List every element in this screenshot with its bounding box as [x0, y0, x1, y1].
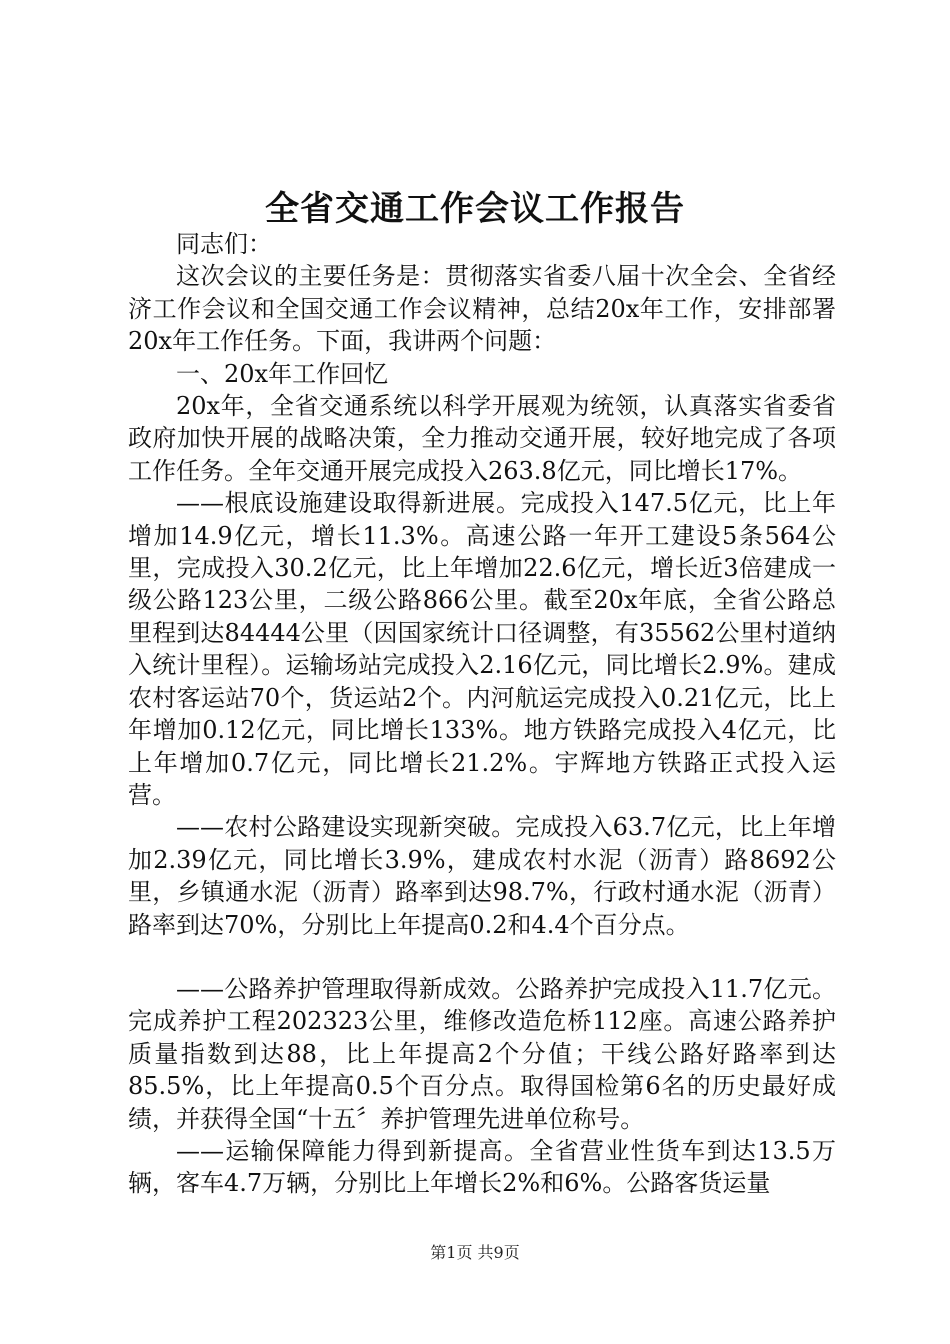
paragraph-gap	[128, 941, 836, 973]
document-title: 全省交通工作会议工作报告	[265, 189, 685, 229]
page-footer: 第1页 共9页	[430, 1243, 520, 1262]
summary-paragraph: 20x年，全省交通系统以科学开展观为统领，认真落实省委省政府加快开展的战略决策，全力推动交通开展，较好地完成了各项工作任务。全年交通开展完成投入263.8亿元，同比增长17%。	[128, 392, 836, 485]
transport-paragraph: ——运输保障能力得到新提高。全省营业性货车到达13.5万辆，客车4.7万辆，分别比上年增长2%和6%。公路客货运量	[128, 1136, 836, 1198]
rural-roads-paragraph: ——农村公路建设实现新突破。完成投入63.7亿元，比上年增加2.39亿元，同比增长3.9%，建成农村水泥（沥青）路8692公里，乡镇通水泥（沥青）路率到达98.7%，行政村通水泥（沥青）路率到达70%，分别比上年提高0.2和4.4个百分点。	[128, 813, 836, 939]
document-body	[128, 228, 836, 1200]
infrastructure-paragraph: ——根底设施建设取得新进展。完成投入147.5亿元，比上年增加14.9亿元，增长11.3%。高速公路一年开工建设5条564公里，完成投入30.2亿元，比上年增加22.6亿元，增长近3倍建成一级公路123公里，二级公路866公里。截至20x年底，全省公路总里程到达84444公里（因国家统计口径调整，有35562公里村道纳入统计里程）。运输场站完成投入2.16亿元，同比增长2.9%。建成农村客运站70个，货运站2个。内河航运完成投入0.21亿元，比上年增加0.12亿元，同比增长133%。地方铁路完成投入4亿元，比上年增加0.7亿元，同比增长21.2%。宇辉地方铁路正式投入运营。	[128, 489, 836, 809]
salutation: 同志们：	[176, 230, 272, 258]
section-heading: 一、20x年工作回忆	[176, 359, 389, 388]
maintenance-paragraph: ——公路养护管理取得新成效。公路养护完成投入11.7亿元。完成养护工程202323公里，维修改造危桥112座。高速公路养护质量指数到达88，比上年提高2个分值；干线公路好路率到达85.5%，比上年提高0.5个百分点。取得国检第6名的历史最好成绩，并获得全国“十五〞养护管理先进单位称号。	[128, 974, 836, 1133]
intro-paragraph: 这次会议的主要任务是：贯彻落实省委八届十次全会、全省经济工作会议和全国交通工作会议精神，总结20x年工作，安排部署20x年工作任务。下面，我讲两个问题：	[128, 262, 836, 356]
